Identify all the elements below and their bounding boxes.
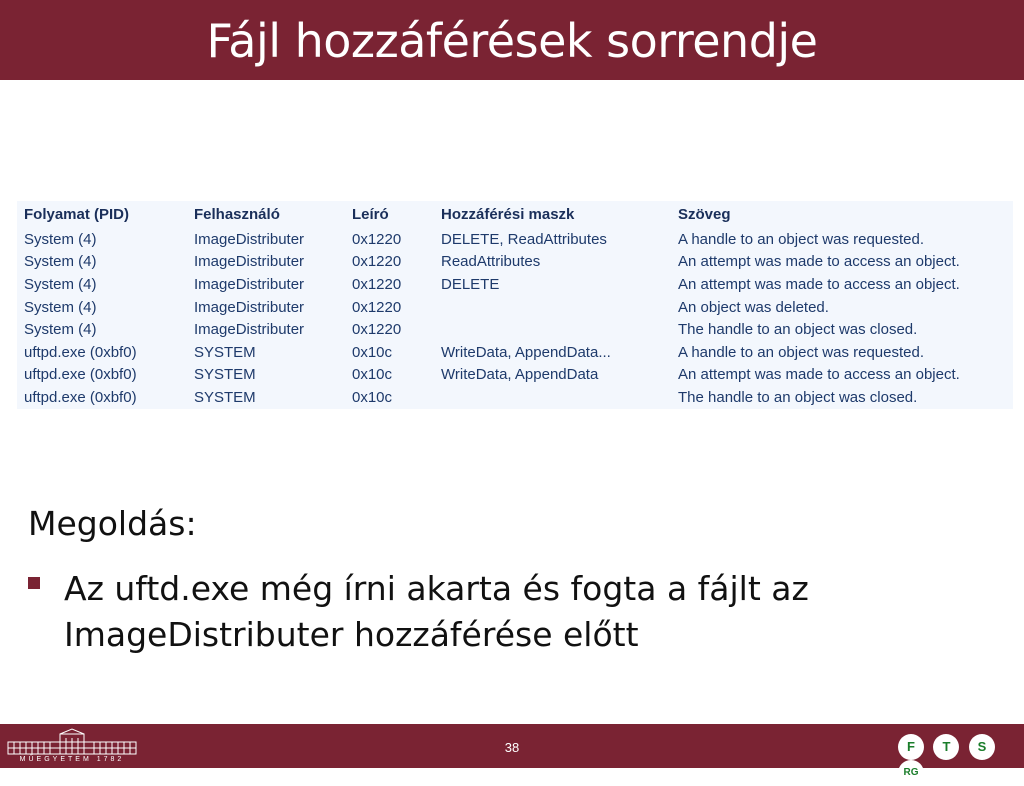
- table-cell: 0x1220: [352, 253, 402, 271]
- table-cell: The handle to an object was closed.: [678, 321, 918, 339]
- university-name: MŰEGYETEM 1782: [19, 756, 125, 763]
- table-cell: System (4): [24, 253, 97, 271]
- table-cell: System (4): [24, 230, 97, 248]
- table-cell: 0x1220: [352, 298, 402, 316]
- table-cell: DELETE, ReadAttributes: [441, 230, 607, 248]
- table-cell: WriteData, AppendData: [441, 366, 599, 384]
- table-row: [17, 386, 1013, 409]
- table-cell: System (4): [24, 275, 97, 293]
- table-cell: SYSTEM: [194, 366, 256, 384]
- column-header: Leíró: [352, 206, 389, 223]
- table-cell: The handle to an object was closed.: [678, 388, 918, 406]
- table-cell: DELETE: [441, 275, 500, 293]
- table-row: [17, 364, 1013, 387]
- table-cell: 0x1220: [352, 230, 402, 248]
- slide-title: Fájl hozzáférések sorrendje: [206, 14, 818, 68]
- table-cell: 0x10c: [352, 366, 393, 384]
- access-log-table: [17, 201, 1013, 409]
- table-cell: ImageDistributer: [194, 253, 305, 271]
- table-cell: ImageDistributer: [194, 275, 305, 293]
- table-cell: 0x1220: [352, 321, 402, 339]
- bullet-text: Az uftd.exe még írni akarta és fogta a fájlt az ImageDistributer hozzáférése előtt: [64, 569, 809, 654]
- bullet-square-icon: [28, 577, 40, 589]
- table-row: [17, 341, 1013, 364]
- table-cell: 0x1220: [352, 275, 402, 293]
- table-cell: ReadAttributes: [441, 253, 541, 271]
- table-row: [17, 251, 1013, 274]
- table-cell: A handle to an object was requested.: [678, 230, 925, 248]
- table-cell: System (4): [24, 298, 97, 316]
- table-cell: An object was deleted.: [678, 298, 829, 316]
- solution-label: Megoldás:: [28, 504, 197, 543]
- column-header: Szöveg: [678, 206, 731, 223]
- table-cell: [434, 318, 671, 341]
- table-row: [17, 318, 1013, 341]
- table-cell: An attempt was made to access an object.: [678, 253, 960, 271]
- table-cell: uftpd.exe (0xbf0): [24, 388, 137, 406]
- badge-rg-icon: RG: [898, 760, 924, 786]
- ftsrg-logo: [898, 734, 1024, 778]
- badge-s-icon: S: [969, 734, 995, 760]
- table-cell: ImageDistributer: [194, 321, 305, 339]
- table-cell: 0x10c: [352, 343, 393, 361]
- table-cell: A handle to an object was requested.: [678, 343, 925, 361]
- table-cell: System (4): [24, 321, 97, 339]
- table-cell: ImageDistributer: [194, 298, 305, 316]
- badge-t-icon: T: [933, 734, 959, 760]
- table-row: [17, 228, 1013, 251]
- column-header: Felhasználó: [194, 206, 280, 223]
- table-row: [17, 296, 1013, 319]
- table-cell: [434, 386, 671, 409]
- table-cell: WriteData, AppendData...: [441, 343, 611, 361]
- badge-f-icon: F: [898, 734, 924, 760]
- table-cell: uftpd.exe (0xbf0): [24, 343, 137, 361]
- table-cell: uftpd.exe (0xbf0): [24, 366, 137, 384]
- table-cell: 0x10c: [352, 388, 393, 406]
- page-number: 38: [504, 740, 520, 755]
- table-cell: ImageDistributer: [194, 230, 305, 248]
- table-header-row: [17, 201, 1013, 228]
- column-header: Folyamat (PID): [24, 206, 130, 223]
- table-cell: SYSTEM: [194, 343, 256, 361]
- column-header: Hozzáférési maszk: [441, 206, 575, 223]
- table-cell: An attempt was made to access an object.: [678, 275, 960, 293]
- table-cell: SYSTEM: [194, 388, 256, 406]
- table-row: [17, 273, 1013, 296]
- table-cell: An attempt was made to access an object.: [678, 366, 960, 384]
- table-cell: [434, 296, 671, 319]
